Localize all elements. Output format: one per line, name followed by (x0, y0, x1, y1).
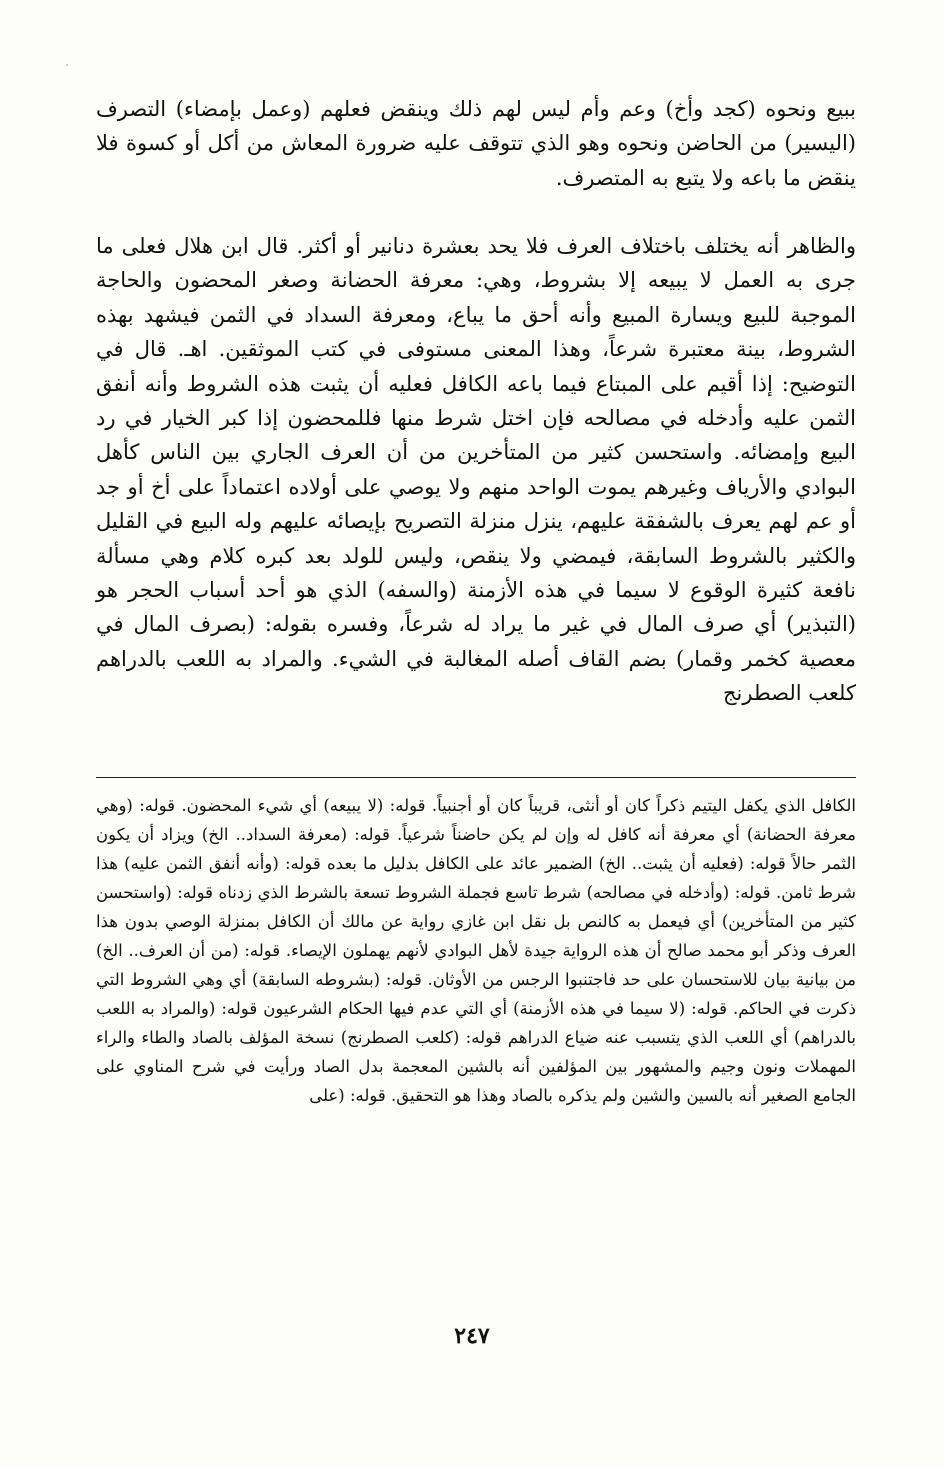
footnote-divider (96, 777, 856, 778)
main-paragraph-2-text: والظاهر أنه يختلف باختلاف العرف فلا يحد بعشرة دنانير أو أكثر. قال ابن هلال فعلى ما جرى به العمل لا يبيعه إلا بشروط، وهي: معرفة الحضانة وصغر المحضون والحاجة الموجبة للبيع ويسارة المبيع وأنه أحق ما يباع، ومعرفة السداد في الثمن فيشهد بهذه الشروط، بينة معتبرة شرعاً، وهذا المعنى مستوفى في كتب الموثقين. اهـ. قال في التوضيح: إذا أقيم على المبتاع فيما باعه الكافل فعليه أن يثبت هذه الشروط وأنه أنفق الثمن عليه وأدخله في مصالحه فإن اختل شرط منها فللمحضون إذا كبر الخيار في رد البيع وإمضائه. واستحسن كثير من المتأخرين من أن العرف الجاري بين الناس كأهل البوادي والأرياف وغيرهم يموت الواحد منهم ولا يوصي على أولاده اعتماداً على أخ أو جد أو عم لهم يعرف بالشفقة عليهم، ينزل منزلة التصريح بإيصائه عليهم وله البيع في القليل والكثير بالشروط السابقة، فيمضي ولا ينقص، وليس للولد بعد كبره كلام وهي مسألة نافعة كثيرة الوقوع لا سيما في هذه الأزمنة (والسفه) الذي هو أحد أسباب الحجر هو (التبذير) أي صرف المال في غير ما يراد له شرعاً، وفسره بقوله: (بصرف المال في معصية كخمر وقمار) بضم القاف أصله المغالبة في الشيء. والمراد به اللعب بالدراهم كلعب الصطرنج (96, 234, 856, 706)
footnote-text: الكافل الذي يكفل اليتيم ذكراً كان أو أنثى، قريباً كان أو أجنبياً. قوله: (لا يبيعه) أي شيء المحضون. قوله: (وهي معرفة الحضانة) أي معرفة أنه كافل له وإن لم يكن حاضناً شرعياً. قوله: (معرفة السداد.. الخ) ويزاد أن يكون الثمر حالاً قوله: (فعليه أن يثبت.. الخ) الضمير عائد على الكافل بدليل ما بعده قوله: (وأنه أنفق الثمن عليه) هذا شرط ثامن. قوله: (وأدخله في مصالحه) شرط تاسع فجملة الشروط تسعة بالشرط الذي زدناه قوله: (واستحسن كثير من المتأخرين) أي فيعمل به كالنص بل نقل ابن غازي رواية عن مالك أن الكافل بمنزلة الوصي بدون هذا العرف وذكر أبو محمد صالح أن هذه الرواية جيدة لأهل البوادي لأنهم يهملون الإيصاء. قوله: (من أن العرف.. الخ) من بيانية بيان للاستحسان على حد فاجتنبوا الرجس من الأوثان. قوله: (بشروطه السابقة) أي وهي الشروط التي ذكرت في الحاكم. قوله: (لا سيما في هذه الأزمنة) أي التي عدم فيها الحكام الشرعيون قوله: (والمراد به اللعب بالدراهم) أي اللعب الذي يتسبب عنه ضياع الدراهم قوله: (كلعب الصطرنج) نسخة المؤلف بالصاد والطاء والراء المهملات ونون وجيم والمشهور بين المؤلفين أنه بالشين المعجمة بدل الصاد ورأيت في شرح المناوي على الجامع الصغير أنه بالسين والشين ولم يذكره بالصاد وهذا هو التحقيق. قوله: (على (96, 796, 856, 1105)
main-paragraph-1-text: ببيع ونحوه (كجد وأخ) وعم وأم ليس لهم ذلك وينقض فعلهم (وعمل بإمضاء) التصرف (اليسير) من الحاضن ونحوه وهو الذي تتوقف عليه ضرورة المعاش من أكل أو كسوة فلا ينقض ما باعه ولا يتبع به المتصرف. (96, 97, 856, 190)
page-number: ٢٤٧ (454, 1323, 490, 1349)
footnote-block (96, 791, 856, 1110)
main-text-paragraph-1 (96, 92, 856, 195)
scan-speck (66, 64, 68, 66)
main-text-paragraph-2 (96, 229, 856, 711)
